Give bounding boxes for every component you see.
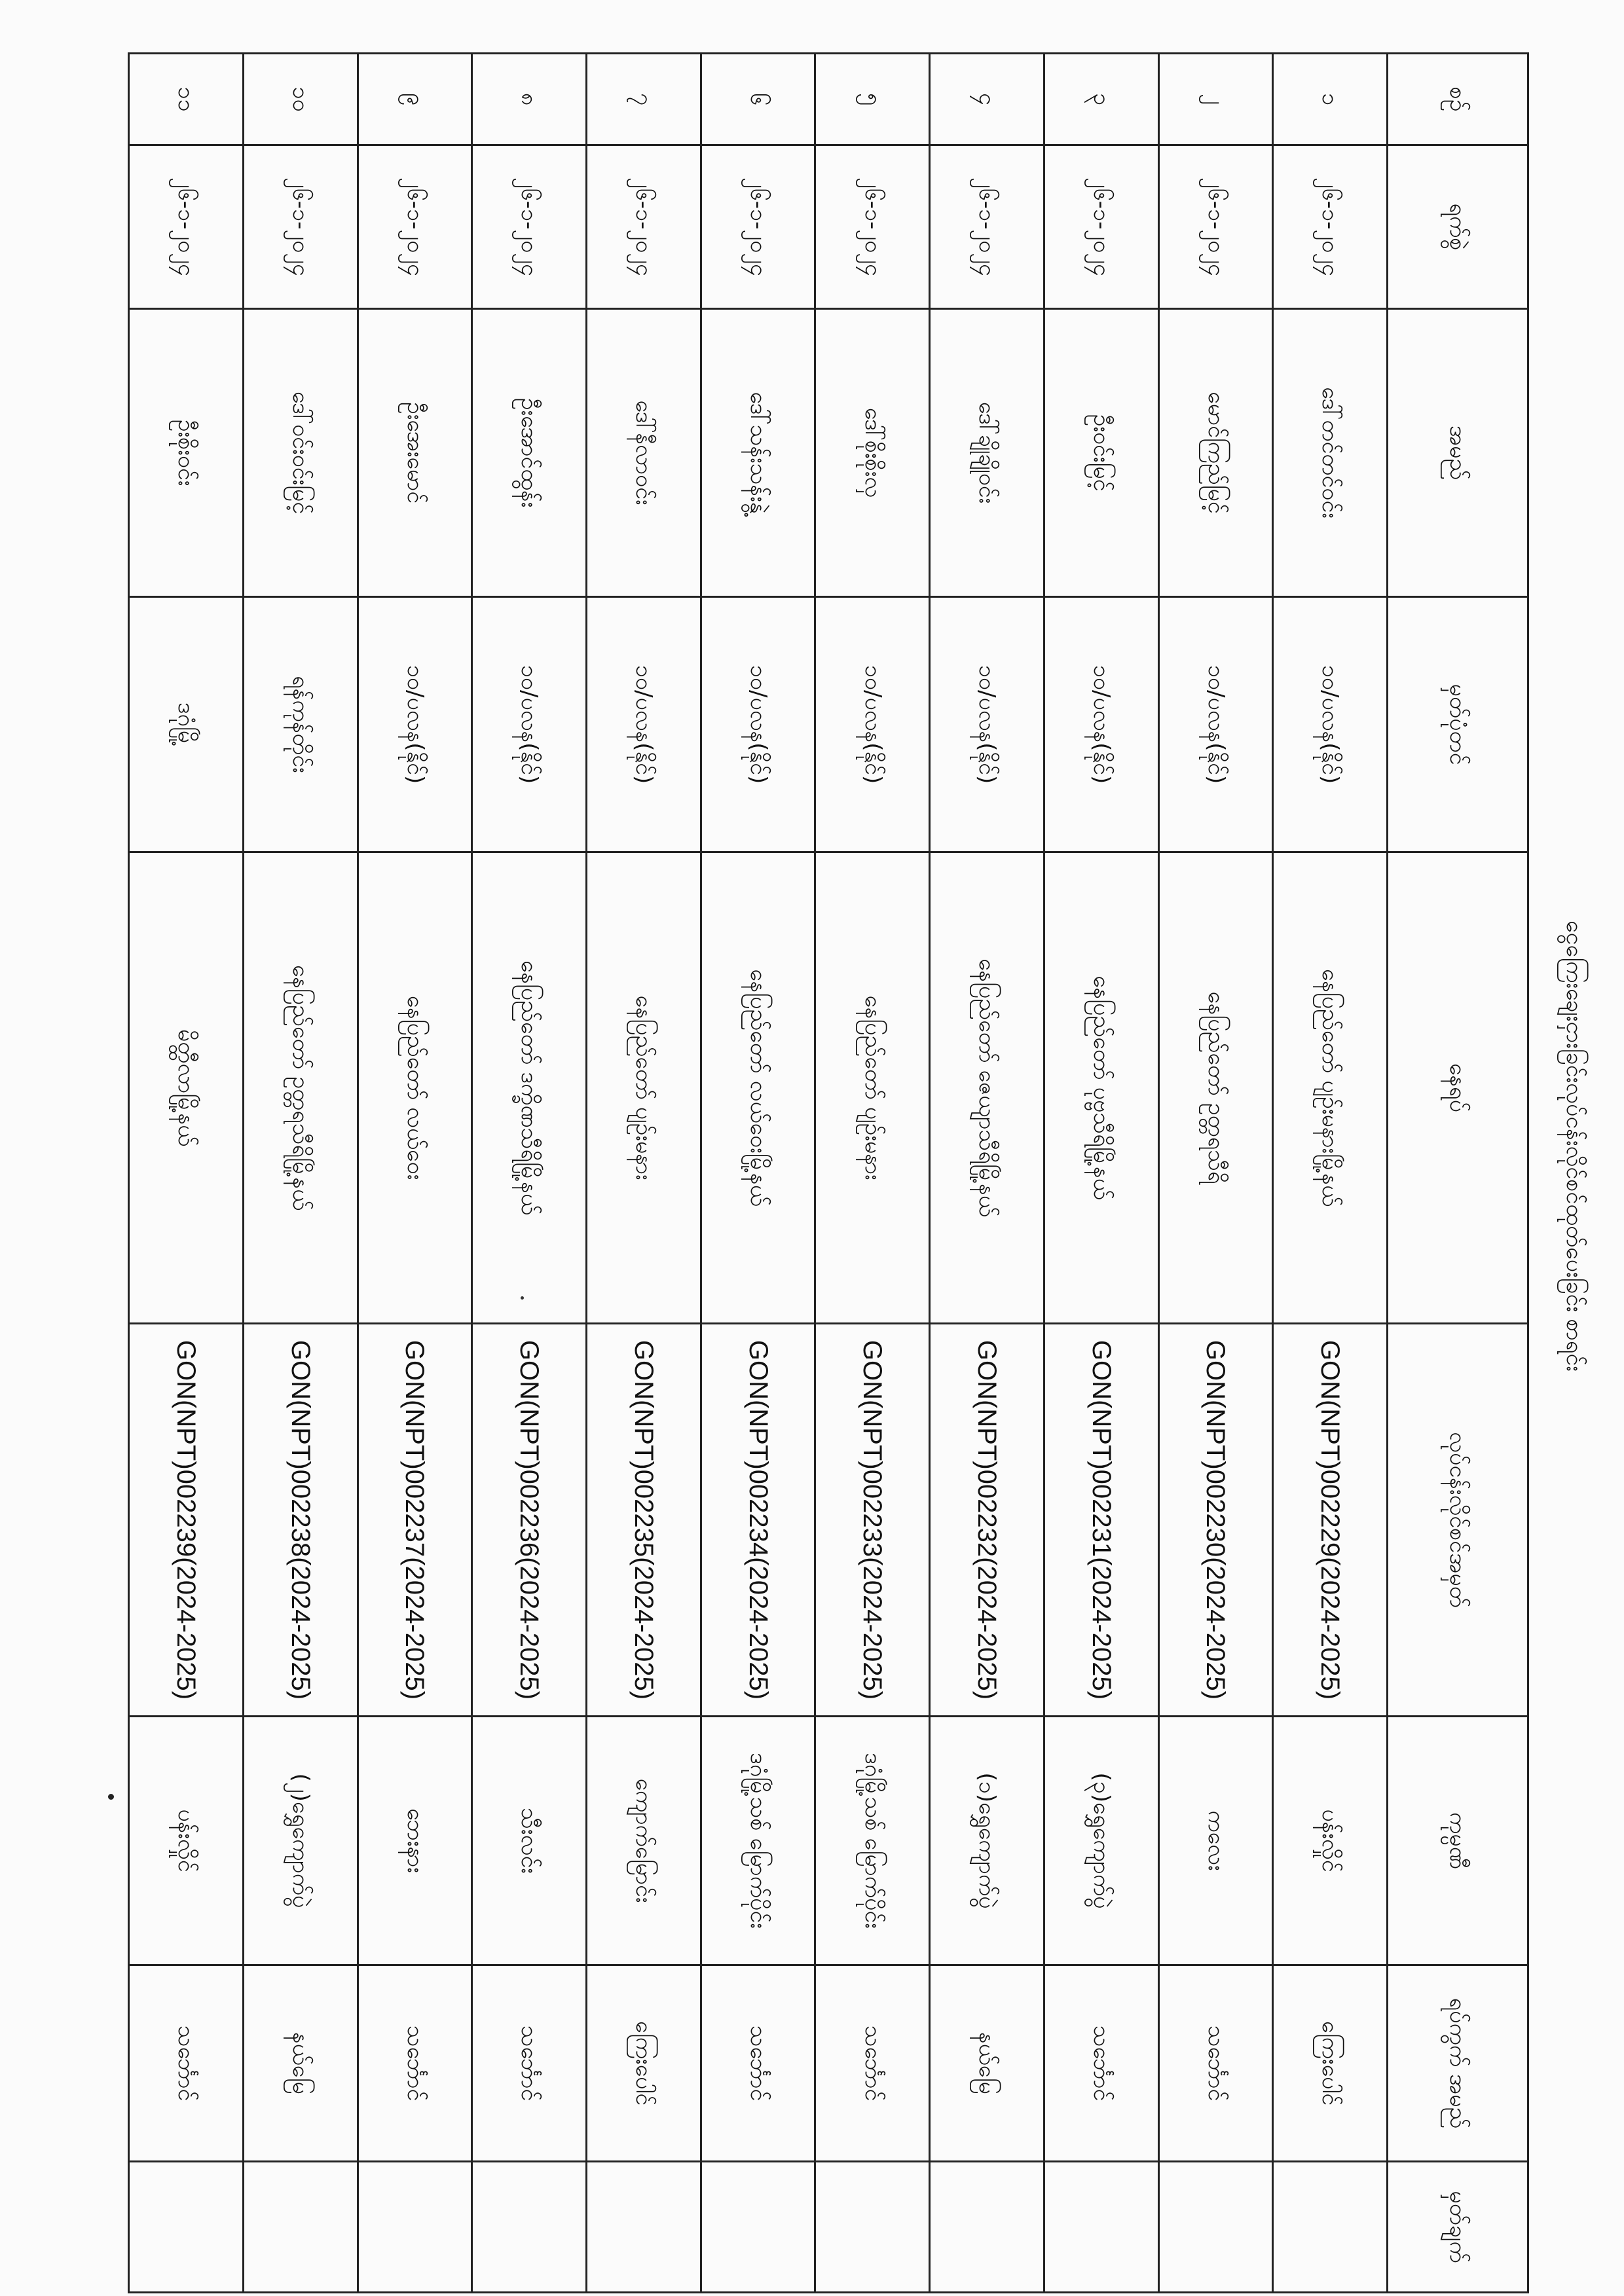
cell-date: ၂၆-၁-၂၀၂၄: [815, 145, 930, 309]
cell-ward: သင်္ဘောင်: [815, 1965, 930, 2162]
cell-nrc: ၁၀/ပလန(နိုင်): [701, 597, 815, 852]
header-ward: ရပ်ကွက် အမည်: [1388, 1965, 1528, 2162]
cell-remark: [586, 2162, 701, 2293]
table-row: [358, 54, 472, 2293]
cell-remark: [1158, 2162, 1273, 2293]
cell-address: နေပြည်တော် ပျဉ်းမနား: [586, 852, 701, 1324]
cell-remark: [1273, 2162, 1388, 2293]
table-row: [930, 54, 1044, 2293]
cell-nrc: ၁၀/ပလန(နိုင်): [1273, 597, 1388, 852]
cell-nrc: ၁၀/ပလန(နိုင်): [1158, 597, 1273, 852]
cell-ward: သင်္ဘောင်: [1044, 1965, 1158, 2162]
cell-license: GON(NPT)002236(2024-2025): [472, 1324, 587, 1717]
cell-date: ၂၆-၁-၂၀၂၄: [358, 145, 472, 309]
cell-license: GON(NPT)002232(2024-2025): [930, 1324, 1044, 1717]
cell-license: GON(NPT)002229(2024-2025): [1273, 1324, 1388, 1717]
cell-date: ၂၆-၁-၂၀၂၄: [129, 145, 244, 309]
cell-license: GON(NPT)002237(2024-2025): [358, 1324, 472, 1717]
cell-remark: [1044, 2162, 1158, 2293]
cell-no: ၂: [1158, 54, 1273, 145]
cell-address: နေပြည်တော် လယ်ဝေး: [358, 852, 472, 1324]
cell-name: ဦးစိုးဝင်း: [129, 309, 244, 597]
table-row: [472, 54, 587, 2293]
cell-remark: [701, 2162, 815, 2293]
cell-nrc: ၁၀/ပလန(နိုင်): [358, 597, 472, 852]
header-name: အမည်: [1388, 309, 1528, 597]
cell-ward: သင်္ဘောင်: [1158, 1965, 1273, 2162]
cell-name: ဦးအောင်ထွန်း: [472, 309, 587, 597]
cell-ward: နယ်မြေ: [243, 1965, 358, 2162]
cell-address: နေပြည်တော် လယ်ဝေးမြို့နယ်: [701, 852, 815, 1324]
cell-name: ဒေါ်ချိုချိုဝင်း: [930, 309, 1044, 597]
cell-no: ၇: [586, 54, 701, 145]
cell-no: ၁: [1273, 54, 1388, 145]
cell-no: ၅: [815, 54, 930, 145]
cell-remark: [815, 2162, 930, 2293]
cell-nrc: ၁၀/ပလန(နိုင်): [586, 597, 701, 852]
cell-ward: နယ်မြေ: [930, 1965, 1044, 2162]
cell-no: ၄: [930, 54, 1044, 145]
cell-no: ၆: [701, 54, 815, 145]
cell-no: ၃: [1044, 54, 1158, 145]
header-no: စဉ်: [1388, 54, 1528, 145]
cell-business: ပန်းလှိုင်: [1273, 1717, 1388, 1965]
table-row: [243, 54, 358, 2293]
cell-ward: သင်္ဘောင်: [129, 1965, 244, 2162]
cell-business: ဘေးနား: [358, 1717, 472, 1965]
cell-date: ၂၆-၁-၂၀၂၄: [1273, 145, 1388, 309]
cell-business: (၃)ရွှေကျောက်ပွဲ: [1044, 1717, 1158, 1965]
cell-business: (၁)ရွှေကျောက်ပွဲ: [930, 1717, 1044, 1965]
cell-license: GON(NPT)002235(2024-2025): [586, 1324, 701, 1717]
cell-nrc: ၁၀/ပလန(နိုင်): [472, 597, 587, 852]
cell-date: ၂၆-၁-၂၀၂၄: [930, 145, 1044, 309]
cell-license: GON(NPT)002231(2024-2025): [1044, 1324, 1158, 1717]
cell-nrc: ရန်ကုန်တိုင်း: [243, 597, 358, 852]
table-row: [1044, 54, 1158, 2293]
cell-name: ဦးအေးမောင်: [358, 309, 472, 597]
cell-name: ဦးဝင်းမြင့်: [1044, 309, 1158, 597]
header-date: ရက်စွဲ: [1388, 145, 1528, 309]
cell-address: နေပြည်တော် ဥတ္တရသီရိမြို့နယ်: [243, 852, 358, 1324]
cell-date: ၂၆-၁-၂၀၂၄: [472, 145, 587, 309]
cell-no: ၁၀: [243, 54, 358, 145]
cell-address: နေပြည်တော် ပျဉ်းမနားမြို့နယ်: [1273, 852, 1388, 1324]
table-row: [1273, 54, 1388, 2293]
cell-remark: [358, 2162, 472, 2293]
cell-name: ဒေါ်နီလာဝင်း: [586, 309, 701, 597]
ink-dot: [108, 1794, 114, 1800]
cell-business: သီးလင်း: [472, 1717, 587, 1965]
cell-ward: သင်္ဘောင်: [701, 1965, 815, 2162]
header-row: [1388, 54, 1528, 2293]
cell-license: GON(NPT)002239(2024-2025): [129, 1324, 244, 1717]
cell-nrc: ၁၀/ပလန(နိုင်): [1044, 597, 1158, 852]
cell-no: ၉: [358, 54, 472, 145]
cell-business: (၂)ရွှေကျောက်ပွဲ: [243, 1717, 358, 1965]
cell-name: ဒေါ်ဝင်းဝင်းမြင့်: [243, 309, 358, 597]
cell-date: ၂၆-၁-၂၀၂၄: [1158, 145, 1273, 309]
cell-remark: [129, 2162, 244, 2293]
cell-license: GON(NPT)002233(2024-2025): [815, 1324, 930, 1717]
cell-business: ဒဂုံမြို့သစ် မြောက်ပိုင်း: [815, 1717, 930, 1965]
cell-address: နေပြည်တော် ပျဉ်းမနား: [815, 852, 930, 1324]
header-nrc: မှတ်ပုံတင်: [1388, 597, 1528, 852]
cell-ward: သင်္ဘောင်: [472, 1965, 587, 2162]
cell-address: နေပြည်တော် ဥတ္တရသီရိ: [1158, 852, 1273, 1324]
table-row: [815, 54, 930, 2293]
table-row: [586, 54, 701, 2293]
cell-no: ၁၁: [129, 54, 244, 145]
document-title: ငွေကြေးချေးငှားခြင်းလုပ်ငန်းလိုင်စင်ထုတ်ပေးခြင်း စာရင်း: [1561, 920, 1587, 1372]
rotated-table-wrapper: [128, 52, 1529, 2291]
cell-name: မောင်ကြည်မြင့်: [1158, 309, 1273, 597]
header-remark: မှတ်ချက်: [1388, 2162, 1528, 2293]
cell-business: ကလေး: [1158, 1717, 1273, 1965]
cell-address: မိတ္ထီလာမြို့နယ်: [129, 852, 244, 1324]
cell-ward: သင်္ဘောင်: [358, 1965, 472, 2162]
cell-license: GON(NPT)002234(2024-2025): [701, 1324, 815, 1717]
cell-name: ဒေါ်စိုးစိုးလှ: [815, 309, 930, 597]
license-table: [128, 52, 1529, 2293]
cell-license: GON(NPT)002230(2024-2025): [1158, 1324, 1273, 1717]
header-business: ကုမ္ပဏီ: [1388, 1717, 1528, 1965]
cell-no: ၈: [472, 54, 587, 145]
header-license: လုပ်ငန်းလိုင်စင်အမှတ်: [1388, 1324, 1528, 1717]
cell-address: နေပြည်တော် ဒက္ခိဏသီရိမြို့နယ်: [472, 852, 587, 1324]
cell-name: ဒေါ်တင်တင်ဝင်း: [1273, 309, 1388, 597]
cell-address: နေပြည်တော် ပုဗ္ဗသီရိမြို့နယ်: [1044, 852, 1158, 1324]
cell-address: နေပြည်တော် ဇေယျာသီရိမြို့နယ်: [930, 852, 1044, 1324]
ink-dot: [521, 1296, 524, 1300]
cell-remark: [243, 2162, 358, 2293]
cell-date: ၂၆-၁-၂၀၂၄: [586, 145, 701, 309]
cell-ward: ကြေးပေါင်: [1273, 1965, 1388, 2162]
cell-business: ပန်းလှိုင်: [129, 1717, 244, 1965]
cell-nrc: ဒဂုံမြို့: [129, 597, 244, 852]
cell-date: ၂၆-၁-၂၀၂၄: [701, 145, 815, 309]
cell-business: ကျောက်မြောင်း: [586, 1717, 701, 1965]
table-row: [1158, 54, 1273, 2293]
cell-license: GON(NPT)002238(2024-2025): [243, 1324, 358, 1717]
header-address: နေရပ်: [1388, 852, 1528, 1324]
cell-ward: ကြေးပေါင်: [586, 1965, 701, 2162]
cell-name: ဒေါ်သန်းသန်းနွဲ့: [701, 309, 815, 597]
cell-remark: [930, 2162, 1044, 2293]
cell-date: ၂၆-၁-၂၀၂၄: [243, 145, 358, 309]
cell-remark: [472, 2162, 587, 2293]
cell-nrc: ၁၀/ပလန(နိုင်): [930, 597, 1044, 852]
table-row: [701, 54, 815, 2293]
cell-date: ၂၆-၁-၂၀၂၄: [1044, 145, 1158, 309]
cell-business: ဒဂုံမြို့သစ် မြောက်ပိုင်း: [701, 1717, 815, 1965]
table-row: [129, 54, 244, 2293]
cell-nrc: ၁၀/ပလန(နိုင်): [815, 597, 930, 852]
